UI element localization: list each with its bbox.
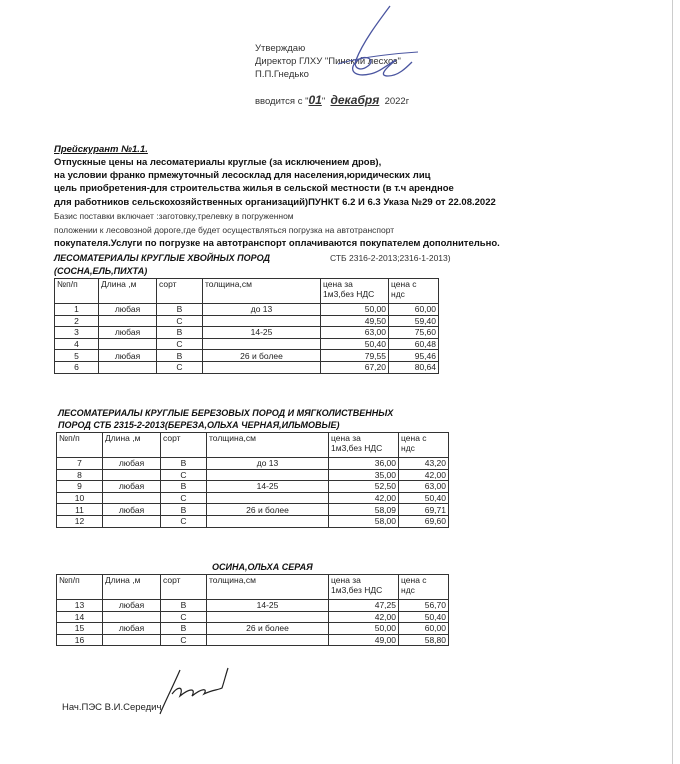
- cell-price-no-vat: 50,00: [329, 623, 399, 635]
- section1-subtitle: (СОСНА,ЕЛЬ,ПИХТА): [54, 266, 148, 276]
- cell-thickness: до 13: [207, 458, 329, 470]
- cell-price-no-vat: 35,00: [329, 469, 399, 481]
- col-num: №п/п: [55, 279, 99, 304]
- pricelist-title: Прейскурант №1.1.: [54, 144, 148, 155]
- cell-num: 15: [57, 623, 103, 635]
- cell-thickness: [207, 515, 329, 527]
- cell-grade: С: [161, 611, 207, 623]
- col-length: Длина ,м: [99, 279, 157, 304]
- cell-grade: С: [161, 515, 207, 527]
- table-aspen: [56, 574, 449, 646]
- date-day: 01: [308, 93, 322, 107]
- table-row: [55, 361, 439, 373]
- table-aspen-body: [57, 600, 449, 646]
- col-price-no-vat-l2: 1м3,без НДС: [331, 585, 383, 595]
- cell-price-no-vat: 49,50: [321, 315, 389, 327]
- table-row: [57, 515, 449, 527]
- col-price-vat-l2: ндс: [401, 443, 415, 453]
- col-price-vat: [399, 433, 449, 458]
- section1-standard: СТБ 2316-2-2013;2316-1-2013): [330, 253, 451, 263]
- intro-line-4: для работников сельскохозяйственных организаций)ПУНКТ 6.2 И 6.3 Указа №29 от 22.08.2022: [54, 197, 496, 208]
- cell-thickness: 26 и более: [207, 504, 329, 516]
- cell-thickness: 26 и более: [203, 350, 321, 362]
- cell-price-vat: 58,80: [399, 634, 449, 646]
- page-edge-line: [672, 0, 673, 764]
- cell-price-vat: 60,00: [389, 304, 439, 316]
- cell-price-vat: 43,20: [399, 458, 449, 470]
- cell-thickness: [207, 469, 329, 481]
- cell-price-vat: 59,40: [389, 315, 439, 327]
- cell-thickness: до 13: [203, 304, 321, 316]
- section1-title: ЛЕСОМАТЕРИАЛЫ КРУГЛЫЕ ХВОЙНЫХ ПОРОД: [54, 253, 271, 263]
- cell-price-no-vat: 50,00: [321, 304, 389, 316]
- cell-price-no-vat: 63,00: [321, 327, 389, 339]
- cell-price-vat: 60,48: [389, 338, 439, 350]
- cell-price-vat: 95,46: [389, 350, 439, 362]
- cell-length: [99, 361, 157, 373]
- intro-line-3: цель приобретения-для строительства жилья в сельской местности (в т.ч арендное: [54, 183, 454, 194]
- cell-length: любая: [103, 481, 161, 493]
- economist-signature-icon: [150, 664, 240, 724]
- cell-grade: С: [161, 492, 207, 504]
- cell-grade: С: [157, 315, 203, 327]
- section2-title: ЛЕСОМАТЕРИАЛЫ КРУГЛЫЕ БЕРЕЗОВЫХ ПОРОД И МЯГКОЛИСТВЕННЫХ: [58, 408, 394, 418]
- cell-grade: В: [161, 623, 207, 635]
- cell-length: любая: [99, 304, 157, 316]
- cell-length: любая: [99, 327, 157, 339]
- cell-grade: В: [157, 350, 203, 362]
- intro-line-2: на условии франко прмежуточный лесосклад для населения,юридических лиц: [54, 170, 431, 181]
- table-birch: [56, 432, 449, 528]
- cell-length: [103, 515, 161, 527]
- cell-num: 4: [55, 338, 99, 350]
- col-price-vat-l1: цена с: [401, 433, 427, 443]
- col-thickness: толщина,см: [203, 279, 321, 304]
- cell-price-vat: 50,40: [399, 492, 449, 504]
- effective-date: [255, 93, 409, 107]
- cell-num: 5: [55, 350, 99, 362]
- col-price-vat-l1: цена с: [401, 575, 427, 585]
- cell-price-vat: 60,00: [399, 623, 449, 635]
- table-row: [57, 504, 449, 516]
- cell-price-no-vat: 42,00: [329, 492, 399, 504]
- cell-grade: В: [157, 304, 203, 316]
- table-row: [57, 481, 449, 493]
- cell-grade: С: [157, 361, 203, 373]
- approval-line2: Директор ГЛХУ "Пинский лесхоз": [255, 56, 401, 67]
- cell-length: [99, 338, 157, 350]
- cell-thickness: [203, 315, 321, 327]
- cell-price-no-vat: 79,55: [321, 350, 389, 362]
- table-coniferous-body: [55, 304, 439, 374]
- table-row: [57, 623, 449, 635]
- section3-title: ОСИНА,ОЛЬХА СЕРАЯ: [212, 562, 313, 572]
- cell-grade: С: [157, 338, 203, 350]
- cell-price-vat: 42,00: [399, 469, 449, 481]
- col-price-no-vat-l1: цена за: [323, 279, 353, 289]
- cell-price-vat: 50,40: [399, 611, 449, 623]
- col-price-vat: [389, 279, 439, 304]
- cell-grade: С: [161, 634, 207, 646]
- table-row: [57, 634, 449, 646]
- cell-price-no-vat: 36,00: [329, 458, 399, 470]
- col-price-vat: [399, 575, 449, 600]
- cell-num: 2: [55, 315, 99, 327]
- table-row: [57, 458, 449, 470]
- director-signature-icon: [318, 2, 428, 92]
- cell-grade: В: [161, 458, 207, 470]
- cell-price-vat: 69,60: [399, 515, 449, 527]
- intro-line-6: положении к лесовозной дороге,где будет осуществляться погрузка на автотранспорт: [54, 225, 395, 235]
- cell-grade: В: [161, 600, 207, 612]
- table-row: [55, 338, 439, 350]
- col-grade: сорт: [157, 279, 203, 304]
- section2-subtitle: ПОРОД СТБ 2315-2-2013(БЕРЕЗА,ОЛЬХА ЧЕРНАЯ,ИЛЬМОВЫЕ): [58, 420, 340, 430]
- cell-thickness: 26 и более: [207, 623, 329, 635]
- col-num: №п/п: [57, 433, 103, 458]
- cell-num: 1: [55, 304, 99, 316]
- cell-num: 14: [57, 611, 103, 623]
- cell-grade: С: [161, 469, 207, 481]
- cell-thickness: [207, 611, 329, 623]
- cell-price-no-vat: 49,00: [329, 634, 399, 646]
- table-row: [57, 600, 449, 612]
- cell-grade: В: [157, 327, 203, 339]
- cell-num: 16: [57, 634, 103, 646]
- table-coniferous: [54, 278, 439, 374]
- date-prefix: вводится с ": [255, 96, 309, 107]
- cell-length: [103, 492, 161, 504]
- col-length: Длина ,м: [103, 433, 161, 458]
- cell-length: [99, 315, 157, 327]
- col-price-no-vat: [329, 433, 399, 458]
- table-row: [57, 611, 449, 623]
- cell-thickness: 14-25: [207, 600, 329, 612]
- cell-price-no-vat: 67,20: [321, 361, 389, 373]
- cell-num: 12: [57, 515, 103, 527]
- cell-num: 9: [57, 481, 103, 493]
- cell-length: любая: [103, 504, 161, 516]
- cell-length: любая: [103, 600, 161, 612]
- table-row: [55, 350, 439, 362]
- col-price-vat-l1: цена с: [391, 279, 417, 289]
- cell-grade: В: [161, 481, 207, 493]
- cell-length: любая: [103, 623, 161, 635]
- col-price-no-vat-l2: 1м3,без НДС: [331, 443, 383, 453]
- col-price-no-vat-l1: цена за: [331, 575, 361, 585]
- cell-price-vat: 80,64: [389, 361, 439, 373]
- cell-num: 11: [57, 504, 103, 516]
- cell-num: 3: [55, 327, 99, 339]
- cell-thickness: [203, 338, 321, 350]
- intro-line-1: Отпускные цены на лесоматериалы круглые (за исключением дров),: [54, 157, 382, 168]
- col-price-vat-l2: ндс: [391, 289, 405, 299]
- col-length: Длина ,м: [103, 575, 161, 600]
- cell-price-no-vat: 42,00: [329, 611, 399, 623]
- cell-num: 6: [55, 361, 99, 373]
- col-thickness: толщина,см: [207, 575, 329, 600]
- cell-price-vat: 69,71: [399, 504, 449, 516]
- table-birch-body: [57, 458, 449, 528]
- table-row: [57, 492, 449, 504]
- cell-num: 13: [57, 600, 103, 612]
- col-num: №п/п: [57, 575, 103, 600]
- cell-length: любая: [99, 350, 157, 362]
- table-row: [55, 315, 439, 327]
- cell-price-no-vat: 47,25: [329, 600, 399, 612]
- cell-length: любая: [103, 458, 161, 470]
- col-price-no-vat: [321, 279, 389, 304]
- cell-length: [103, 634, 161, 646]
- approval-line1: Утверждаю: [255, 43, 306, 54]
- cell-thickness: 14-25: [203, 327, 321, 339]
- table-row: [55, 327, 439, 339]
- table-row: [57, 469, 449, 481]
- cell-num: 7: [57, 458, 103, 470]
- cell-num: 8: [57, 469, 103, 481]
- cell-grade: В: [161, 504, 207, 516]
- table-header-row: [57, 433, 449, 458]
- approval-line3: П.П.Гнедько: [255, 69, 309, 80]
- table-row: [55, 304, 439, 316]
- cell-price-no-vat: 52,50: [329, 481, 399, 493]
- intro-line-5: Базис поставки включает :заготовку,трелевку в погруженном: [54, 211, 294, 221]
- footer-signer: Нач.ПЭС В.И.Середич: [62, 702, 162, 713]
- cell-length: [103, 611, 161, 623]
- cell-price-no-vat: 58,09: [329, 504, 399, 516]
- cell-length: [103, 469, 161, 481]
- col-price-no-vat: [329, 575, 399, 600]
- col-grade: сорт: [161, 433, 207, 458]
- intro-line-7: покупателя.Услуги по погрузке на автотранспорт оплачиваются покупателем дополнительно.: [54, 238, 500, 249]
- cell-thickness: [207, 634, 329, 646]
- date-mid: ": [321, 96, 326, 107]
- cell-thickness: [207, 492, 329, 504]
- cell-thickness: 14-25: [207, 481, 329, 493]
- cell-price-no-vat: 58,00: [329, 515, 399, 527]
- col-grade: сорт: [161, 575, 207, 600]
- col-price-vat-l2: ндс: [401, 585, 415, 595]
- table-header-row: [55, 279, 439, 304]
- cell-thickness: [203, 361, 321, 373]
- cell-price-vat: 56,70: [399, 600, 449, 612]
- date-year: 2022г: [384, 96, 410, 107]
- cell-price-vat: 63,00: [399, 481, 449, 493]
- cell-price-vat: 75,60: [389, 327, 439, 339]
- cell-price-no-vat: 50,40: [321, 338, 389, 350]
- col-price-no-vat-l2: 1м3,без НДС: [323, 289, 375, 299]
- col-price-no-vat-l1: цена за: [331, 433, 361, 443]
- col-thickness: толщина,см: [207, 433, 329, 458]
- table-header-row: [57, 575, 449, 600]
- date-month: декабря: [330, 93, 380, 107]
- cell-num: 10: [57, 492, 103, 504]
